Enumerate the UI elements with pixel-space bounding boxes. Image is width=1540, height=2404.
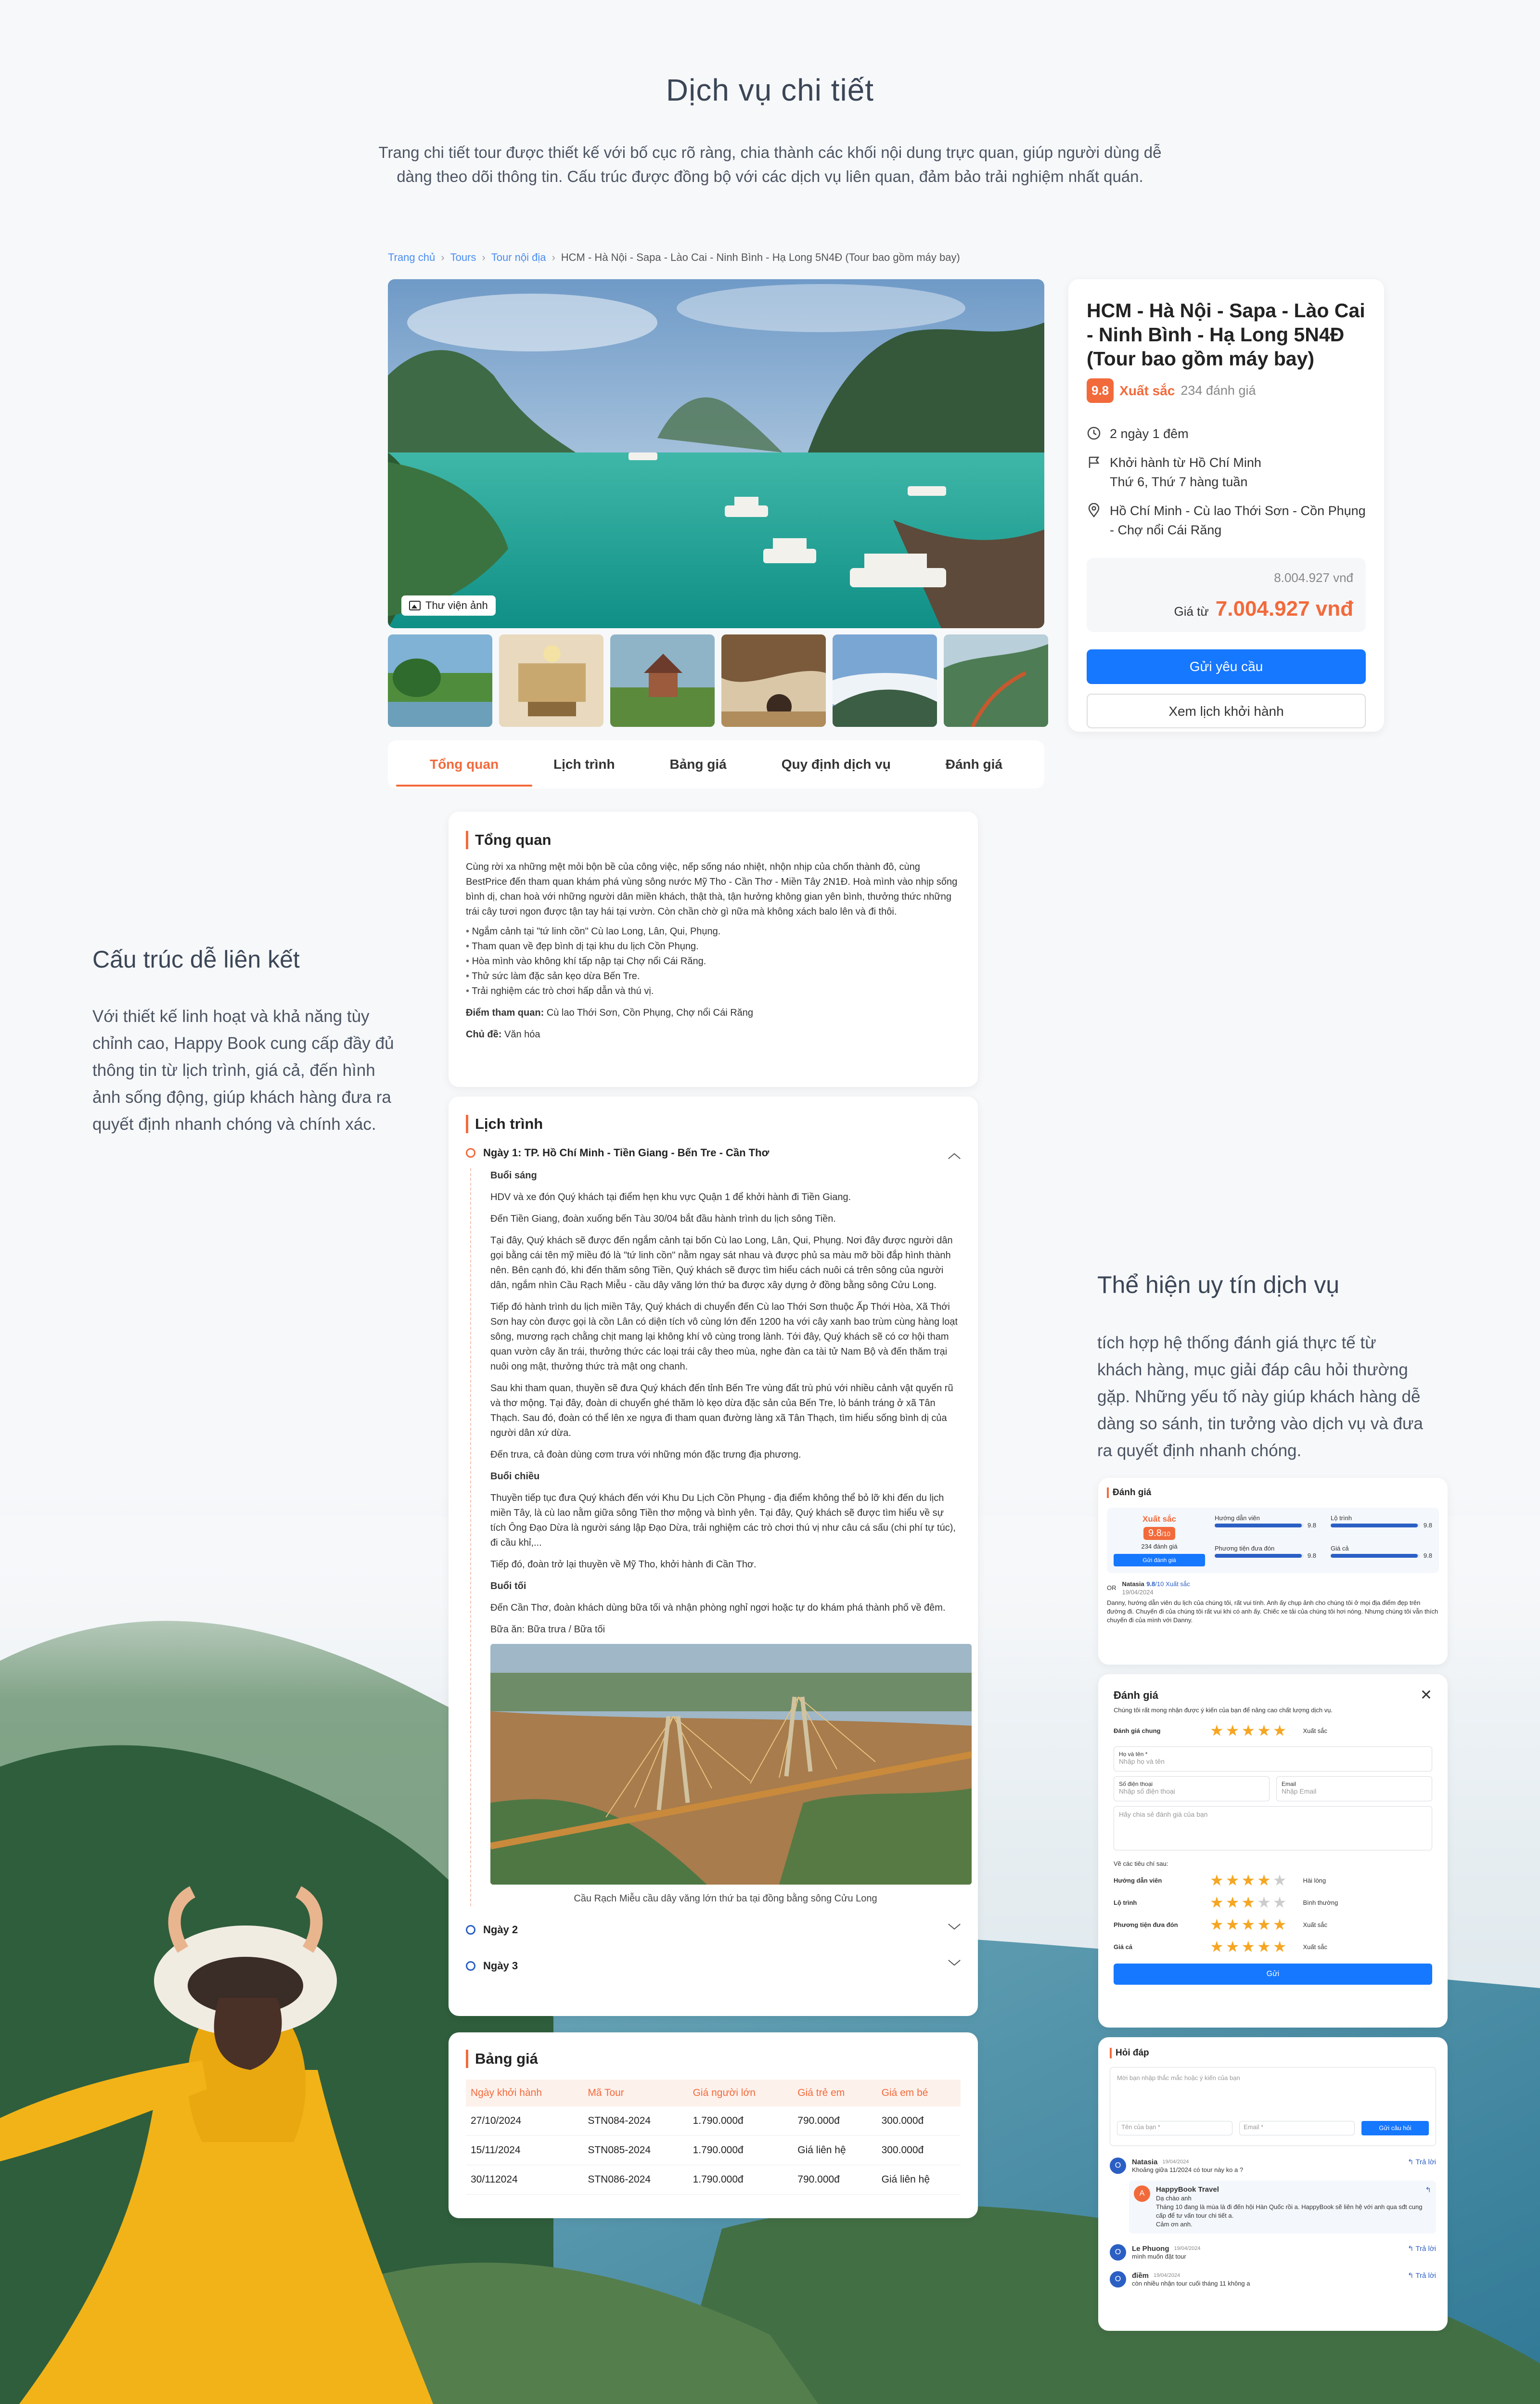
chevron-up-icon[interactable]: ︿ [948, 1146, 961, 1161]
star-filled-icon[interactable]: ★ [1210, 1894, 1226, 1911]
table-cell: 15/11/2024 [466, 2136, 583, 2165]
duration: 2 ngày 1 đêm [1110, 427, 1189, 441]
star-filled-icon[interactable]: ★ [1210, 1916, 1226, 1933]
page-title: Dịch vụ chi tiết [666, 73, 874, 107]
table-cell: 300.000đ [877, 2107, 961, 2136]
rating-row [1087, 378, 1366, 403]
overview-paragraph: Cùng rời xa những mệt mỏi bộn bề của công việc, nếp sống náo nhiệt, nhộn nhịp của chốn thành đô, cùng BestPrice đến tham quan khám phá vùng sông nước Mỹ Tho - Cần Thơ - Miền Tây 2N1Đ. Hoà mình vào nhịp sống bình dị, chan hoà với những người dân miền khách, thật thà, tận hưởng không gian yên bình, thưởng thức những trái cây tươi ngon được tận tay hái tại vườn. Còn chần chờ gì nữa mà không xách balo lên và đi thôi. [466, 862, 958, 917]
itinerary-paragraph: Tiếp đó, đoàn trở lại thuyền về Mỹ Tho, khởi hành đi Cần Thơ. [490, 1559, 757, 1570]
overview-bullet: • Ngắm cảnh tại "tứ linh cồn" Cù lao Long, Lân, Qui, Phụng. [466, 924, 961, 939]
star-rating[interactable] [1210, 1721, 1288, 1740]
duration-row [1087, 424, 1366, 443]
avatar: O [1110, 2271, 1126, 2288]
column-header: Giá em bé [877, 2080, 961, 2107]
page-intro: Trang chi tiết tour được thiết kế với bố cục rõ ràng, chia thành các khối nội dung trực quan, giúp người dùng dễ dàng theo dõi thông tin. Cấu trúc được đồng bộ với các dịch vụ liên quan, đảm bảo trải nghiệm nhất quán. [378, 143, 1162, 185]
star-filled-icon[interactable]: ★ [1225, 1916, 1242, 1933]
left-block-title: Cấu trúc dễ liên kết [92, 946, 300, 973]
timeline-dot [466, 1925, 475, 1935]
star-filled-icon[interactable]: ★ [1225, 1894, 1242, 1911]
star-filled-icon[interactable]: ★ [1241, 1894, 1258, 1911]
location-pin-icon [1087, 503, 1101, 517]
overview-bullet: • Hòa mình vào không khí tấp nập tại Chợ nổi Cái Răng. [466, 954, 961, 969]
price-table-card [449, 2032, 978, 2218]
qa-title: Hỏi đáp [1110, 2048, 1436, 2058]
table-cell: 300.000đ [877, 2136, 961, 2165]
table-cell: Giá liên hệ [793, 2136, 876, 2165]
overall-rating-text: Xuất sắc [1303, 1727, 1328, 1734]
qa-email-input[interactable]: Email * [1239, 2121, 1355, 2135]
star-filled-icon[interactable]: ★ [1257, 1872, 1273, 1889]
star-filled-icon[interactable]: ★ [1225, 1938, 1242, 1955]
score-badge: 9.8 [1087, 378, 1114, 403]
qa-answer: A HappyBook Travel ↰ Dạ chào anh Tháng 10 đang là mùa là đi đến hội Hàn Quốc rồi a. HappyBook sẽ liên hệ với anh qua sđt cung cấp để tư vấn tour chi tiết a. Cảm ơn anh. [1129, 2181, 1436, 2234]
review-count[interactable]: 234 đánh giá [1181, 383, 1256, 398]
departure-from: Khởi hành từ Hồ Chí Minh [1110, 455, 1261, 470]
star-rating[interactable] [1210, 1915, 1288, 1934]
reviews-summary [1107, 1508, 1439, 1573]
day-1-title: Ngày 1: TP. Hồ Chí Minh - Tiền Giang - Bến Tre - Cần Thơ [483, 1146, 770, 1159]
submit-review-button[interactable]: Gửi [1114, 1964, 1432, 1985]
star-filled-icon[interactable]: ★ [1257, 1938, 1273, 1955]
table-row [466, 2136, 961, 2165]
criterion-rating: Phương tiện đưa đón ★★★★★ Xuất sắc [1114, 1916, 1328, 1933]
day-3-header[interactable] [466, 1957, 961, 1975]
reviews-title: Đánh giá [1107, 1487, 1439, 1498]
overview-bullets [466, 924, 961, 999]
table-cell: STN086-2024 [583, 2165, 688, 2195]
qa-name-input[interactable]: Tên của bạn * [1117, 2121, 1232, 2135]
thumbnail-3[interactable] [610, 634, 715, 727]
tour-info-card [1068, 279, 1384, 732]
itinerary-paragraph: Đến Tiền Giang, đoàn xuống bến Tàu 30/04 bắt đầu hành trình du lịch sông Tiền. [490, 1214, 836, 1224]
reply-button[interactable]: ↰ Trả lời [1407, 2158, 1436, 2166]
bridge-caption: Cầu Rạch Miễu cầu dây văng lớn thứ ba tại đồng bằng sông Cửu Long [574, 1893, 877, 1904]
star-empty-icon[interactable]: ★ [1257, 1894, 1273, 1911]
overall-rating-row [1114, 1721, 1432, 1740]
star-filled-icon[interactable]: ★ [1210, 1938, 1226, 1955]
price-box [1087, 558, 1366, 632]
table-cell: 27/10/2024 [466, 2107, 583, 2136]
star-filled-icon[interactable]: ★ [1210, 1872, 1226, 1889]
criterion-rating: Lộ trình ★★★★★ Bình thường [1114, 1894, 1338, 1911]
tab-itinerary[interactable]: Lịch trình [553, 757, 615, 772]
star-filled-icon[interactable]: ★ [1225, 1872, 1242, 1889]
star-empty-icon[interactable]: ★ [1272, 1894, 1289, 1911]
reply-button[interactable]: ↰ Trả lời [1407, 2245, 1436, 2253]
clock-icon [1087, 426, 1101, 440]
current-price: 7.004.927 vnđ [1215, 597, 1353, 620]
price-prefix: Giá từ [1174, 604, 1209, 619]
criterion: Lộ trình 9.8 [1331, 1514, 1432, 1529]
comment-field[interactable]: Hãy chia sẻ đánh giá của bạn [1114, 1806, 1432, 1850]
send-request-button[interactable]: Gửi yêu cầu [1087, 649, 1366, 684]
qa-card [1098, 2037, 1448, 2331]
old-price: 8.004.927 vnđ [1274, 570, 1353, 585]
close-icon[interactable]: ✕ [1420, 1687, 1432, 1703]
itinerary-title: Lịch trình [466, 1115, 961, 1133]
send-question-button[interactable]: Gửi câu hỏi [1361, 2121, 1429, 2135]
overview-card [449, 812, 978, 1087]
star-filled-icon[interactable]: ★ [1241, 1938, 1258, 1955]
reviewer-score: 9.8/10 Xuất sắc [1146, 1580, 1190, 1588]
star-filled-icon[interactable]: ★ [1241, 1872, 1258, 1889]
phone-field[interactable]: Số điện thoại Nhập số điện thoại [1114, 1776, 1270, 1801]
criterion-name: Lộ trình [1331, 1514, 1352, 1522]
tab-reviews[interactable]: Đánh giá [945, 757, 1002, 772]
criterion: Giá cả 9.8 [1331, 1545, 1432, 1559]
departure-row [1087, 453, 1366, 491]
star-filled-icon[interactable]: ★ [1210, 1722, 1226, 1739]
overall-label: Xuất sắc [1142, 1514, 1176, 1524]
review-form-modal [1098, 1674, 1448, 2028]
day-2-title: Ngày 2 [483, 1923, 518, 1936]
itinerary-paragraph: Sau khi tham quan, thuyền sẽ đưa Quý khách đến tỉnh Bến Tre vùng đất trù phú với nhiều cảnh vật quyến rũ và thơ mộng. Tại đây, đoàn di chuyển ghé thăm lò kẹo dừa đặc sản của Bến Tre, lò bánh tráng ở xã Tân Thạch. Sau đó, đoàn có thể lên xe ngựa đi tham quan đường làng xã Tân Thạch, tìm hiểu sống bình dị của người dân xứ dừa. [490, 1383, 953, 1438]
route-row [1087, 501, 1366, 540]
itinerary-paragraph: Thuyền tiếp tục đưa Quý khách đến với Khu Du Lịch Cồn Phụng - địa điểm không thể bỏ lỡ khi đến du lịch miền Tây, là cù lao nằm giữa sông Tiền thơ mộng và bình yên. Tại đây, Quý khách sẽ được tìm hiểu về sự tích Ông Đạo Dừa là người sáng lập Đạo Dừa, trải nghiệm các trò chơi thú vị như câu cá sấu (chi phí tự túc), đi cầu khỉ,... [490, 1493, 956, 1548]
star-filled-icon[interactable]: ★ [1241, 1916, 1258, 1933]
tour-tabs [388, 740, 1044, 788]
table-cell: 1.790.000đ [688, 2136, 793, 2165]
gallery-label: Thư viện ảnh [425, 599, 488, 611]
table-cell: 790.000đ [793, 2107, 876, 2136]
qa-item: O điềm 19/04/2024 ↰ Trả lời còn nhiều nhận tour cuối tháng 11 không a [1110, 2271, 1436, 2288]
reviewer-name: Natasia [1122, 1580, 1144, 1588]
places-row [466, 1006, 961, 1021]
view-schedule-button[interactable]: Xem lịch khởi hành [1087, 694, 1366, 728]
tab-policy[interactable]: Quy định dịch vụ [781, 757, 891, 772]
thumbnail-1[interactable] [388, 634, 492, 727]
evening-label: Buổi tối [490, 1581, 526, 1591]
reply-button[interactable]: ↰ Trả lời [1407, 2272, 1436, 2280]
criterion: Phương tiện đưa đón 9.8 [1215, 1545, 1316, 1559]
places: Cù lao Thới Sơn, Cồn Phụng, Chợ nổi Cái Răng [546, 1008, 754, 1018]
star-filled-icon[interactable]: ★ [1241, 1722, 1258, 1739]
star-empty-icon[interactable]: ★ [1272, 1872, 1289, 1889]
reviewer-date: 19/04/2024 [1122, 1589, 1154, 1596]
criterion-name: Phương tiện đưa đón [1215, 1545, 1275, 1552]
column-header: Mã Tour [583, 2080, 688, 2107]
itinerary-paragraph: Đến trưa, cả đoàn dùng cơm trưa với những món đặc trưng địa phương. [490, 1449, 801, 1460]
reply-icon[interactable]: ↰ [1425, 2186, 1431, 2194]
breadcrumb-tours[interactable]: Tours [450, 251, 476, 263]
criterion-name: Hướng dẫn viên [1215, 1514, 1260, 1522]
breadcrumb-domestic[interactable]: Tour nội địa [491, 251, 546, 263]
table-cell: 1.790.000đ [688, 2165, 793, 2195]
overview-bullet: • Trải nghiệm các trò chơi hấp dẫn và thú vị. [466, 984, 961, 999]
criterion-name: Giá cả [1331, 1545, 1349, 1552]
bridge-photo [490, 1644, 972, 1885]
star-rating[interactable] [1210, 1871, 1288, 1889]
star-rating[interactable] [1210, 1893, 1288, 1912]
avatar: O [1110, 2158, 1126, 2174]
price-table-title: Bảng giá [466, 2050, 961, 2068]
day-1-body [470, 1168, 961, 1906]
itinerary-paragraph: Tiếp đó hành trình du lịch miền Tây, Quý khách di chuyển đến Cù lao Thới Sơn thuộc Ấp Thới Hòa, Xã Thới Sơn hay còn được gọi là cồn Lân có diện tích vô cùng lớn đến 1200 ha với cây xanh bao trùm cùng hàng loạt sông, mương rạch chằng chịt mang lại không khí vô cùng trong lành. Tới đây, Quý khách sẽ có cơ hội tham quan vườn cây ăn trái, thưởng thức các loại trái cây theo mùa, nghe đàn ca tài tử Nam Bộ và đến thăm trại nuôi ong mật, thưởng thức trà mật ong chanh. [490, 1302, 958, 1372]
thumbnail-2[interactable] [499, 634, 603, 727]
criteria-bars [1215, 1514, 1432, 1566]
overall-rating-label: Đánh giá chung [1114, 1727, 1161, 1734]
thumbnail-5[interactable] [833, 634, 937, 727]
modal-desc: Chúng tôi rất mong nhận được ý kiến của bạn để nâng cao chất lượng dịch vụ. [1114, 1706, 1333, 1714]
table-cell: 790.000đ [793, 2165, 876, 2195]
table-cell: 30/112024 [466, 2165, 583, 2195]
column-header: Giá người lớn [688, 2080, 793, 2107]
theme-row [466, 1027, 961, 1042]
overview-bullet: • Thử sức làm đặc sản kẹo dừa Bến Tre. [466, 969, 961, 984]
star-filled-icon[interactable]: ★ [1272, 1722, 1289, 1739]
criteria-rating-list [1114, 1871, 1432, 1956]
star-filled-icon[interactable]: ★ [1257, 1722, 1273, 1739]
chevron-down-icon[interactable]: ﹀ [948, 1923, 961, 1938]
table-cell: STN084-2024 [583, 2107, 688, 2136]
star-filled-icon[interactable]: ★ [1257, 1916, 1273, 1933]
gallery-button[interactable] [401, 595, 496, 616]
overall-score-box [1114, 1514, 1205, 1566]
criteria-label: Về các tiêu chí sau: [1114, 1860, 1168, 1867]
avatar: A [1134, 2185, 1150, 2202]
write-review-button[interactable]: Gửi đánh giá [1114, 1554, 1205, 1566]
column-header: Giá trẻ em [793, 2080, 876, 2107]
right-block-text: tích hợp hệ thống đánh giá thực tế từ khách hàng, mục giải đáp câu hỏi thường gặp. Những yếu tố này giúp khách hàng dễ dàng so sánh, tin tưởng vào dịch vụ và đưa ra quyết định nhanh chóng. [1097, 1333, 1423, 1460]
image-icon [409, 601, 421, 610]
tab-price[interactable]: Bảng giá [669, 757, 727, 772]
timeline-dot [466, 1961, 475, 1971]
name-field[interactable]: Họ và tên * Nhập họ và tên [1114, 1746, 1432, 1771]
chevron-down-icon[interactable]: ﹀ [948, 1959, 961, 1974]
tab-overview[interactable]: Tổng quan [420, 748, 508, 781]
breadcrumb: Trang chủ › Tours › Tour nội địa › HCM - Hà Nội - Sapa - Lào Cai - Ninh Bình - Hạ Long 5N4Đ (Tour bao gồm máy bay) [388, 251, 960, 263]
star-filled-icon[interactable]: ★ [1272, 1916, 1289, 1933]
qa-item: O Natasia 19/04/2024 ↰ Trả lời Khoảng giữa 11/2024 có tour này ko a ? [1110, 2158, 1436, 2174]
table-row [466, 2107, 961, 2136]
meals: Bữa ăn: Bữa trưa / Bữa tối [490, 1624, 605, 1635]
itinerary-paragraph: Tại đây, Quý khách sẽ được đến ngắm cảnh tại bốn Cù lao Long, Lân, Qui, Phụng. Nơi đây được người dân gọi bằng cái tên mỹ miều đó là "tứ linh cồn" nằm ngay sát nhau và được phủ sa màu mỡ bồi đắp hình thành nên. Bên cạnh đó, khi đến thăm sông Tiền, Quý khách sẽ được tìm hiểu cách nuôi cá trên sông của người dân, ngắm nhìn Cầu Rạch Miễu - cầu dây văng lớn thứ ba được xây dựng ở đồng bằng sông Cửu Long. [490, 1235, 953, 1291]
theme-label: Chủ đề: [466, 1029, 502, 1040]
modal-title: Đánh giá [1114, 1689, 1158, 1701]
criterion: Hướng dẫn viên 9.8 [1215, 1514, 1316, 1529]
overview-bullet: • Tham quan về đẹp bình dị tại khu du lịch Cồn Phụng. [466, 939, 961, 954]
places-label: Điểm tham quan: [466, 1008, 544, 1018]
qa-list [1110, 2158, 1436, 2288]
email-field[interactable]: Email Nhập Email [1276, 1776, 1432, 1801]
left-block-text: Với thiết kế linh hoạt và khả năng tùy chỉnh cao, Happy Book cung cấp đầy đủ thông tin từ lịch trình, giá cả, đến hình ảnh sống động, giúp khách hàng đưa ra quyết định nhanh chóng và chính xác. [92, 1007, 394, 1134]
criterion-rating: Giá cả ★★★★★ Xuất sắc [1114, 1938, 1328, 1955]
itinerary-paragraph: Đến Cần Thơ, đoàn khách dùng bữa tối và nhận phòng nghỉ ngơi hoặc tự do khám phá thành phố về đêm. [490, 1603, 946, 1613]
route: Hồ Chí Minh - Cù lao Thới Sơn - Cồn Phụng - Chợ nổi Cái Răng [1110, 504, 1366, 537]
breadcrumb-current: HCM - Hà Nội - Sapa - Lào Cai - Ninh Bình - Hạ Long 5N4Đ (Tour bao gồm máy bay) [561, 251, 960, 263]
table-row [466, 2165, 961, 2195]
overall-count: 234 đánh giá [1141, 1543, 1178, 1550]
theme: Văn hóa [504, 1029, 540, 1040]
question-form [1110, 2067, 1436, 2146]
question-input[interactable]: Mời bạn nhập thắc mắc hoặc ý kiến của bạn [1117, 2074, 1240, 2081]
flag-icon [1087, 455, 1101, 469]
day-2-header[interactable] [466, 1921, 961, 1939]
avatar: OR [1107, 1584, 1116, 1591]
afternoon-label: Buổi chiều [490, 1471, 540, 1482]
table-cell: 1.790.000đ [688, 2107, 793, 2136]
tour-hero-image[interactable] [388, 279, 1044, 628]
overview-title: Tổng quan [466, 831, 961, 849]
star-rating[interactable] [1210, 1938, 1288, 1956]
breadcrumb-home[interactable]: Trang chủ [388, 251, 436, 263]
day-1-header[interactable] [466, 1144, 961, 1162]
table-cell: STN085-2024 [583, 2136, 688, 2165]
current-price-row [1099, 597, 1353, 621]
review-text: Danny, hướng dẫn viên du lịch của chúng tôi, rất vui tính. Anh ấy chụp ảnh cho chúng tôi ở mọi địa điểm đẹp trên đường đi. Chuyến đi của chúng tôi rất vui khi có anh ấy. Chiếc xe tải của chúng tôi hơi nóng. Nhưng chúng tôi vẫn thích chuyến đi của mình với Danny. [1107, 1599, 1438, 1624]
review-item-header [1107, 1580, 1439, 1596]
tour-title: HCM - Hà Nội - Sapa - Lào Cai - Ninh Bình - Hạ Long 5N4Đ (Tour bao gồm máy bay) [1087, 299, 1365, 370]
thumbnail-6[interactable] [944, 634, 1048, 727]
morning-label: Buổi sáng [490, 1170, 537, 1181]
price-table [466, 2080, 961, 2195]
day-3-title: Ngày 3 [483, 1959, 518, 1972]
thumbnail-4[interactable] [721, 634, 826, 727]
departure-days: Thứ 6, Thứ 7 hàng tuần [1110, 475, 1248, 489]
reviews-summary-card [1098, 1478, 1448, 1665]
itinerary-paragraph: HDV và xe đón Quý khách tại điểm hẹn khu vực Quận 1 để khởi hành đi Tiền Giang. [490, 1192, 851, 1202]
criterion-rating: Hướng dẫn viên ★★★★★ Hài lòng [1114, 1872, 1326, 1889]
column-header: Ngày khởi hành [466, 2080, 583, 2107]
avatar: O [1110, 2244, 1126, 2261]
timeline-dot [466, 1148, 475, 1158]
right-block-title: Thể hiện uy tín dịch vụ [1097, 1271, 1340, 1298]
thumbnail-strip [388, 634, 1048, 727]
itinerary-card [449, 1097, 978, 2016]
overall-score: 9.8/10 [1143, 1527, 1175, 1540]
qa-item: O Le Phuong 19/04/2024 ↰ Trả lời mình muốn đặt tour [1110, 2244, 1436, 2261]
table-cell: Giá liên hệ [877, 2165, 961, 2195]
star-filled-icon[interactable]: ★ [1225, 1722, 1242, 1739]
star-filled-icon[interactable]: ★ [1272, 1938, 1289, 1955]
score-label: Xuất sắc [1119, 383, 1175, 398]
